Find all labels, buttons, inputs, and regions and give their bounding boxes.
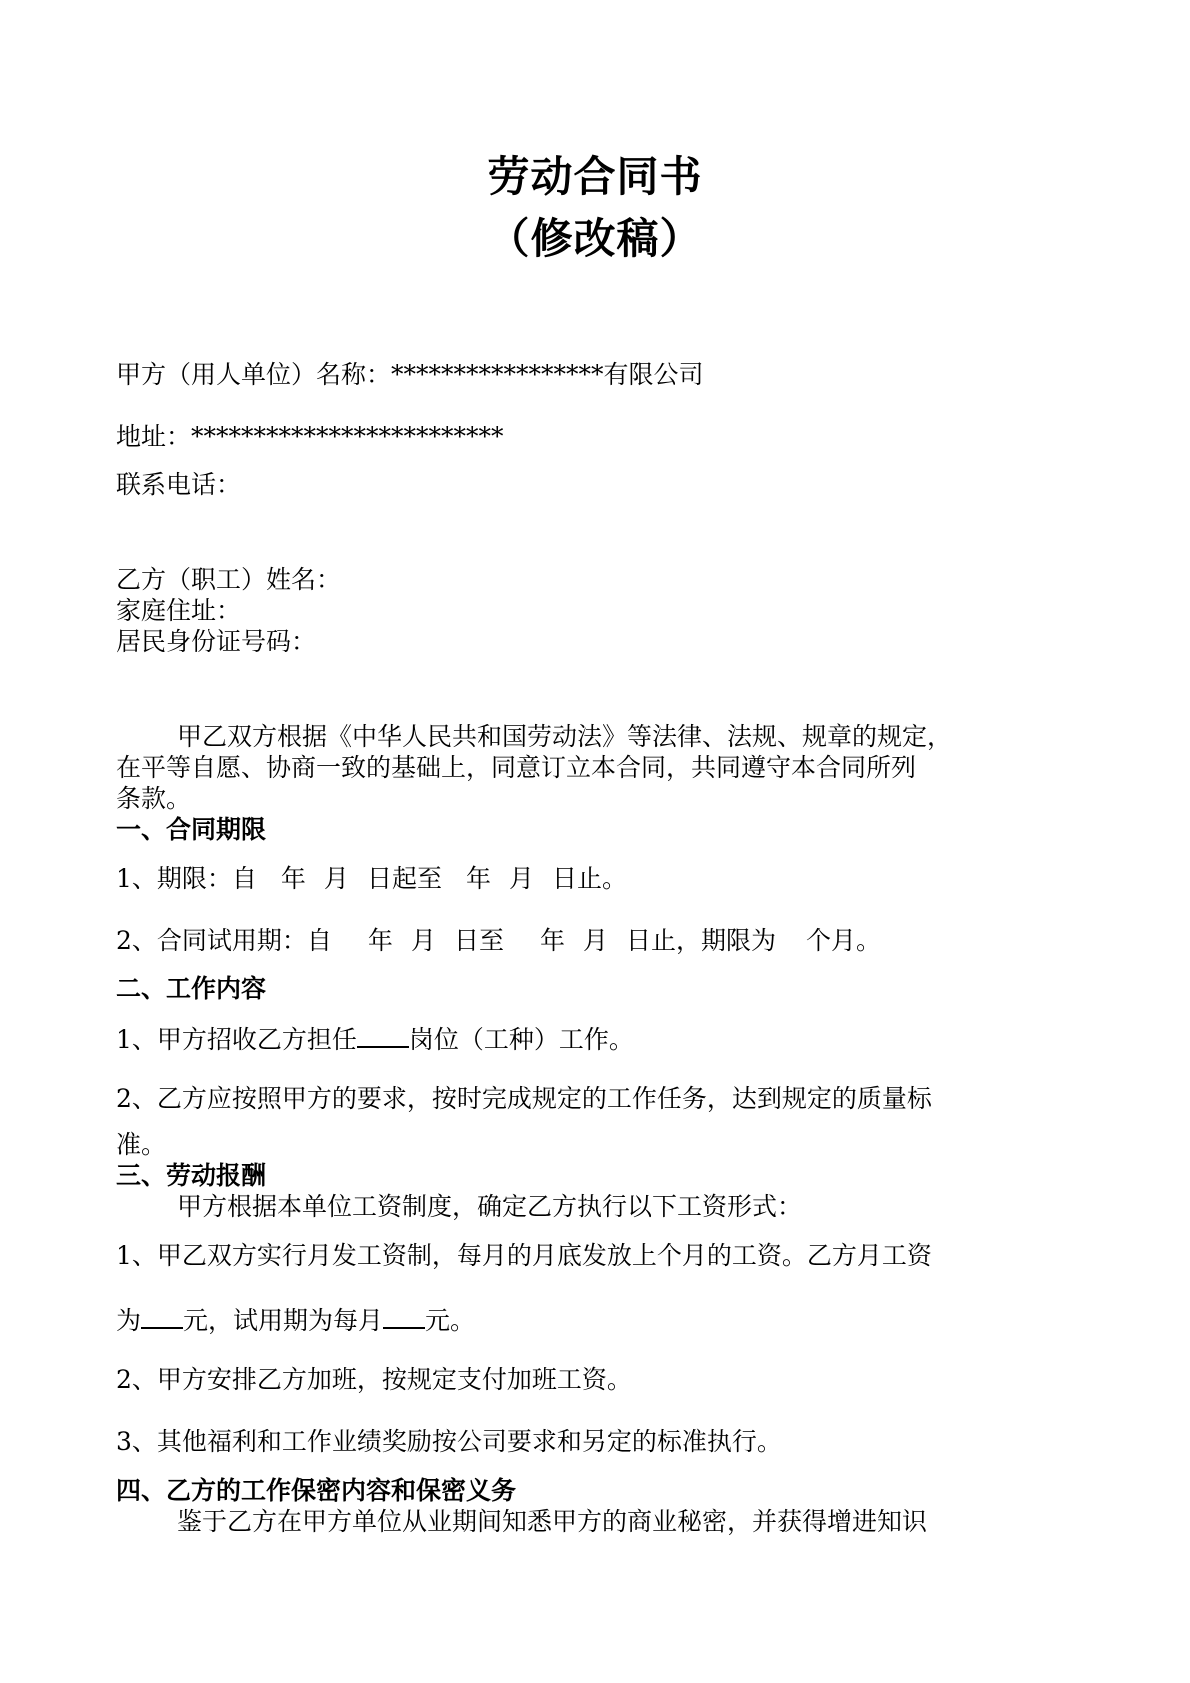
term-label: 1、期限：自 — [116, 864, 257, 893]
section-3-item-3: 3、其他福利和工作业绩奖励按公司要求和另定的标准执行。 — [116, 1427, 782, 1456]
section-1-heading: 一、合同期限 — [116, 815, 267, 844]
section-2-item-2-line-1: 2、乙方应按照甲方的要求，按时完成规定的工作任务，达到规定的质量标 — [116, 1084, 932, 1113]
probation-year-start: 年 — [367, 926, 393, 955]
position-label: 1、甲方招收乙方担任 — [116, 1025, 357, 1054]
party-b-id-number-label: 居民身份证号码： — [116, 627, 317, 656]
preamble-line-2: 在平等自愿、协商一致的基础上，同意订立本合同，共同遵守本合同所列 — [116, 753, 917, 782]
section-3-item-1-line-2 — [116, 1305, 475, 1333]
party-a-phone-label: 联系电话： — [116, 470, 242, 499]
party-a-name-value: *****************有限公司 — [391, 360, 704, 389]
term-day-start: 日起至 — [366, 864, 442, 893]
probation-month-end: 月 — [582, 926, 608, 955]
document-title: 劳动合同书 — [487, 152, 703, 201]
term-month-end: 月 — [508, 864, 534, 893]
term-month-start: 月 — [323, 864, 349, 893]
party-b-name-label: 乙方（职工）姓名： — [116, 565, 342, 594]
probation-day-start: 日至 — [453, 926, 504, 955]
probation-year-end: 年 — [539, 926, 565, 955]
party-a-name-label: 甲方（用人单位）名称： — [116, 360, 392, 389]
probation-month-start: 月 — [410, 926, 436, 955]
section-2-item-1 — [116, 1024, 634, 1052]
term-day-end: 日止。 — [551, 864, 627, 893]
probation-label: 2、合同试用期：自 — [116, 926, 332, 955]
probation-months: 个月。 — [806, 926, 882, 955]
section-3-item-2: 2、甲方安排乙方加班，按规定支付加班工资。 — [116, 1365, 632, 1394]
salary-prefix: 为 — [116, 1306, 142, 1335]
preamble-line-3: 条款。 — [116, 784, 192, 813]
section-1-item-2 — [116, 928, 881, 953]
monthly-salary-blank[interactable] — [141, 1305, 183, 1329]
section-2-item-2-line-2: 准。 — [116, 1130, 167, 1159]
document-subtitle: （修改稿） — [487, 214, 703, 263]
section-4-intro: 鉴于乙方在甲方单位从业期间知悉甲方的商业秘密，并获得增进知识 — [177, 1507, 928, 1536]
section-3-heading: 三、劳动报酬 — [116, 1161, 267, 1190]
party-a-address-line — [116, 424, 504, 449]
probation-salary-blank[interactable] — [383, 1305, 425, 1329]
section-3-item-1-line-1: 1、甲乙双方实行月发工资制，每月的月底发放上个月的工资。乙方月工资 — [116, 1241, 932, 1270]
section-4-heading: 四、乙方的工作保密内容和保密义务 — [116, 1476, 517, 1505]
position-suffix: 岗位（工种）工作。 — [408, 1025, 634, 1054]
preamble-line-1: 甲乙双方根据《中华人民共和国劳动法》等法律、法规、规章的规定， — [177, 722, 953, 751]
term-year-start: 年 — [280, 864, 306, 893]
term-year-end: 年 — [465, 864, 491, 893]
party-b-home-address-label: 家庭住址： — [116, 596, 242, 625]
party-a-address-value: ************************* — [191, 422, 504, 451]
party-a-address-label: 地址： — [116, 422, 192, 451]
position-blank[interactable] — [357, 1024, 409, 1048]
probation-day-end: 日止，期限为 — [626, 926, 777, 955]
section-2-heading: 二、工作内容 — [116, 974, 267, 1003]
probation-salary-label: 元，试用期为每月 — [183, 1306, 384, 1335]
section-3-intro: 甲方根据本单位工资制度，确定乙方执行以下工资形式： — [177, 1192, 803, 1221]
section-1-item-1 — [116, 866, 627, 891]
party-a-name-line — [116, 362, 704, 387]
salary-suffix: 元。 — [425, 1306, 476, 1335]
